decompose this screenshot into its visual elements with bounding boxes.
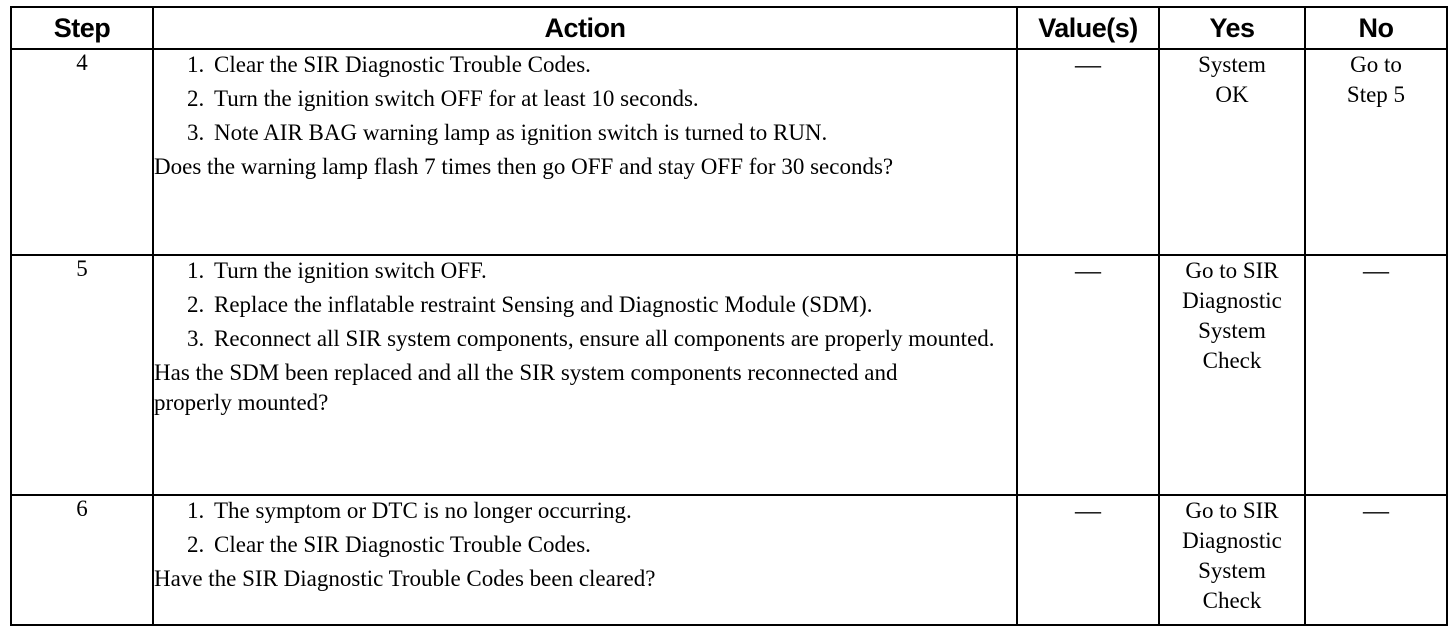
no-cell: Go to Step 5: [1305, 49, 1447, 255]
action-question: Has the SDM been replaced and all the SIR system components reconnected and properly mounted?: [154, 360, 898, 415]
action-step: 3. Note AIR BAG warning lamp as ignition switch is turned to RUN.: [210, 118, 1016, 148]
action-step: 1. Turn the ignition switch OFF.: [210, 256, 1016, 286]
value-cell: —: [1017, 49, 1159, 255]
header-action: Action: [153, 7, 1017, 49]
value-cell: —: [1017, 495, 1159, 625]
no-cell: —: [1305, 255, 1447, 495]
yes-cell: Go to SIR Diagnostic System Check: [1159, 255, 1305, 495]
step-number: 5: [11, 255, 153, 495]
action-step: 2. Clear the SIR Diagnostic Trouble Codes.: [210, 530, 1016, 560]
action-step: 2. Replace the inflatable restraint Sensing and Diagnostic Module (SDM).: [210, 290, 1016, 320]
table-row-step-5: [11, 255, 1447, 495]
header-row: [11, 7, 1447, 49]
yes-cell: Go to SIR Diagnostic System Check: [1159, 495, 1305, 625]
table-row-step-4: [11, 49, 1447, 255]
action-cell: [153, 495, 1017, 625]
action-step: 1. Clear the SIR Diagnostic Trouble Codes.: [210, 50, 1016, 80]
action-cell: [153, 255, 1017, 495]
yes-cell: System OK: [1159, 49, 1305, 255]
value-cell: —: [1017, 255, 1159, 495]
action-question: Have the SIR Diagnostic Trouble Codes been cleared?: [154, 566, 656, 591]
action-steps-list: [154, 496, 1016, 560]
action-step: 1. The symptom or DTC is no longer occurring.: [210, 496, 1016, 526]
action-question: Does the warning lamp flash 7 times then go OFF and stay OFF for 30 seconds?: [154, 154, 894, 179]
step-number: 4: [11, 49, 153, 255]
diagnostic-table: [10, 6, 1448, 626]
header-yes: Yes: [1159, 7, 1305, 49]
header-values: Value(s): [1017, 7, 1159, 49]
header-no: No: [1305, 7, 1447, 49]
action-steps-list: [154, 50, 1016, 148]
header-step: Step: [11, 7, 153, 49]
step-number: 6: [11, 495, 153, 625]
no-cell: —: [1305, 495, 1447, 625]
action-cell: [153, 49, 1017, 255]
action-steps-list: [154, 256, 1016, 354]
table-row-step-6: [11, 495, 1447, 625]
action-step: 3. Reconnect all SIR system components, ensure all components are properly mounted.: [210, 324, 1016, 354]
action-step: 2. Turn the ignition switch OFF for at least 10 seconds.: [210, 84, 1016, 114]
